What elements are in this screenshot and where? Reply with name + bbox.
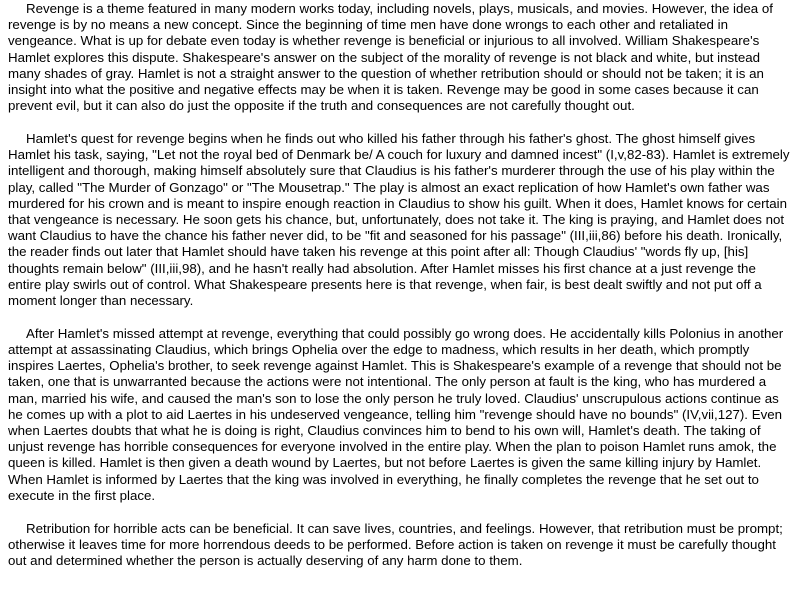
essay-document [8, 1, 792, 569]
essay-paragraph-4: Retribution for horrible acts can be beneficial. It can save lives, countries, and feelings. However, that retribution must be prompt; otherwise it leaves time for more horrendous deeds to be performed. Before action is taken on revenge it must be carefully thought out and determined whether the person is actually deserving of any harm done to them. [8, 520, 783, 569]
essay-paragraph-1: Revenge is a theme featured in many modern works today, including novels, plays, musicals, and movies. However, the idea of revenge is by no means a new concept. Since the beginning of time men have done wrongs to each other and retaliated in vengeance. What is up for debate even today is whether revenge is beneficial or injurious to all involved. William Shakespeare's Hamlet explores this dispute. Shakespeare's answer on the subject of the morality of revenge is not black and white, but instead many shades of gray. Hamlet is not a straight answer to the question of whether retribution should or should not be taken; it is an insight into what the positive and negative effects may be when it is taken. Revenge may be good in some cases because it can prevent evil, but it can also do just the opposite if the truth and consequences are not carefully thought out. [8, 1, 773, 114]
essay-paragraph-2: Hamlet's quest for revenge begins when he finds out who killed his father through his father's ghost. The ghost himself gives Hamlet his task, saying, "Let not the royal bed of Denmark be/ A couch for luxury and damned incest" (I,v,82-83). Hamlet is extremely intelligent and thorough, making himself absolutely sure that Claudius is his father's murderer through the use of his play within the play, called "The Murder of Gonzago" or "The Mousetrap." The play is almost an exact replication of how Hamlet's own father was murdered for his crown and is meant to inspire enough reaction in Claudius to show his guilt. When it does, Hamlet knows for certain that vengeance is necessary. He soon gets his chance, but, unfortunately, does not take it. The king is praying, and Hamlet does not want Claudius to have the chance his father never did, to be "fit and seasoned for his passage" (III,iii,86) before his death. Ironically, the reader finds out later that Hamlet should have taken his revenge at this point after all: Though Claudius' "words fly up, [his] thoughts remain below" (III,iii,98), and he hasn't really had absolution. After Hamlet misses his first chance at a just revenge the entire play swirls out of control. What Shakespeare presents here is that revenge, when fair, is best dealt swiftly and not put off a moment longer than necessary. [8, 131, 790, 309]
essay-paragraph-3: After Hamlet's missed attempt at revenge, everything that could possibly go wrong does. He accidentally kills Polonius in another attempt at assassinating Claudius, which brings Ophelia over the edge to madness, which results in her death, which promptly inspires Laertes, Ophelia's brother, to seek revenge against Hamlet. This is Shakespeare's example of a revenge that should not be taken, one that is unwarranted because the actions were not intentional. The only person at fault is the king, who has murdered a man, married his wife, and caused the man's son to lose the only person he truly loved. Claudius' unscrupulous actions continue as he comes up with a plot to aid Laertes in his undeserved vengeance, telling him "revenge should have no bounds" (IV,vii,127). Even when Laertes doubts that what he is doing is right, Claudius convinces him to bend to his own will, Hamlet's death. The taking of unjust revenge has horrible consequences for everyone involved in the entire play. When the plan to poison Hamlet runs amok, the queen is killed. Hamlet is then given a death wound by Laertes, but not before Laertes is given the same killing injury by Hamlet. When Hamlet is informed by Laertes that the king was involved in everything, he finally completes the revenge that he set out to execute in the first place. [8, 325, 784, 503]
